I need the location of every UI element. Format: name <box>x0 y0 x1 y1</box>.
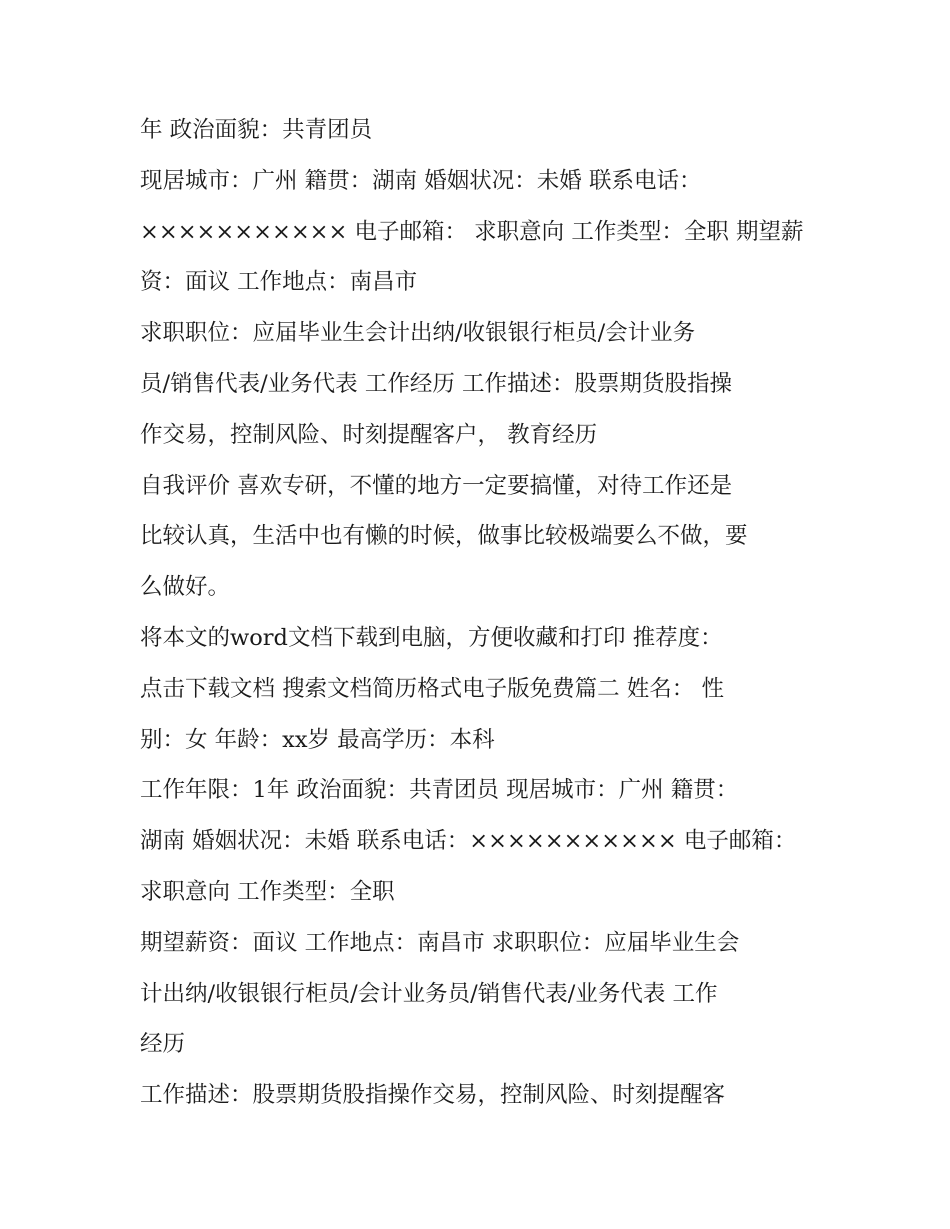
document-body <box>140 105 830 1121</box>
text-line: 年 政治面貌：共青团员 <box>140 117 373 143</box>
text-line: 资：面议 工作地点：南昌市 <box>140 269 418 296</box>
text-line: 期望薪资：面议 工作地点：南昌市 求职职位：应届毕业生会 <box>140 929 740 956</box>
text-line: 么做好。 <box>140 574 231 601</box>
text-line: 求职意向 工作类型：全职 <box>140 878 395 905</box>
text-line: 将本文的word文档下载到电脑，方便收藏和打印 推荐度： <box>140 624 723 651</box>
text-line: 经历 <box>140 1031 186 1058</box>
text-line: 计出纳/收银银行柜员/会计业务员/销售代表/业务代表 工作 <box>140 980 718 1007</box>
text-line: 工作描述：股票期货股指操作交易，控制风险、时刻提醒客 <box>140 1082 726 1109</box>
text-line: 比较认真，生活中也有懒的时候，做事比较极端要么不做，要 <box>140 523 748 550</box>
text-line: 湖南 婚姻状况：未婚 联系电话：××××××××××× 电子邮箱： <box>140 828 797 855</box>
text-line: 作交易，控制风险、时刻提醒客户， 教育经历 <box>140 421 598 448</box>
text-line: 别：女 年龄：xx岁 最高学历：本科 <box>140 726 495 753</box>
text-line: 求职职位：应届毕业生会计出纳/收银银行柜员/会计业务 <box>140 320 696 347</box>
text-line: ××××××××××× 电子邮箱： 求职意向 工作类型：全职 期望薪 <box>140 218 804 245</box>
text-line: 员/销售代表/业务代表 工作经历 工作描述：股票期货股指操 <box>140 370 732 397</box>
text-line: 点击下载文档 搜索文档简历格式电子版免费篇二 姓名： 性 <box>140 675 724 702</box>
text-line: 自我评价 喜欢专研，不懂的地方一定要搞懂，对待工作还是 <box>140 472 733 499</box>
text-line: 工作年限：1年 政治面貌：共青团员 现居城市：广州 籍贯： <box>140 777 739 804</box>
text-line: 现居城市：广州 籍贯：湖南 婚姻状况：未婚 联系电话： <box>140 167 702 194</box>
